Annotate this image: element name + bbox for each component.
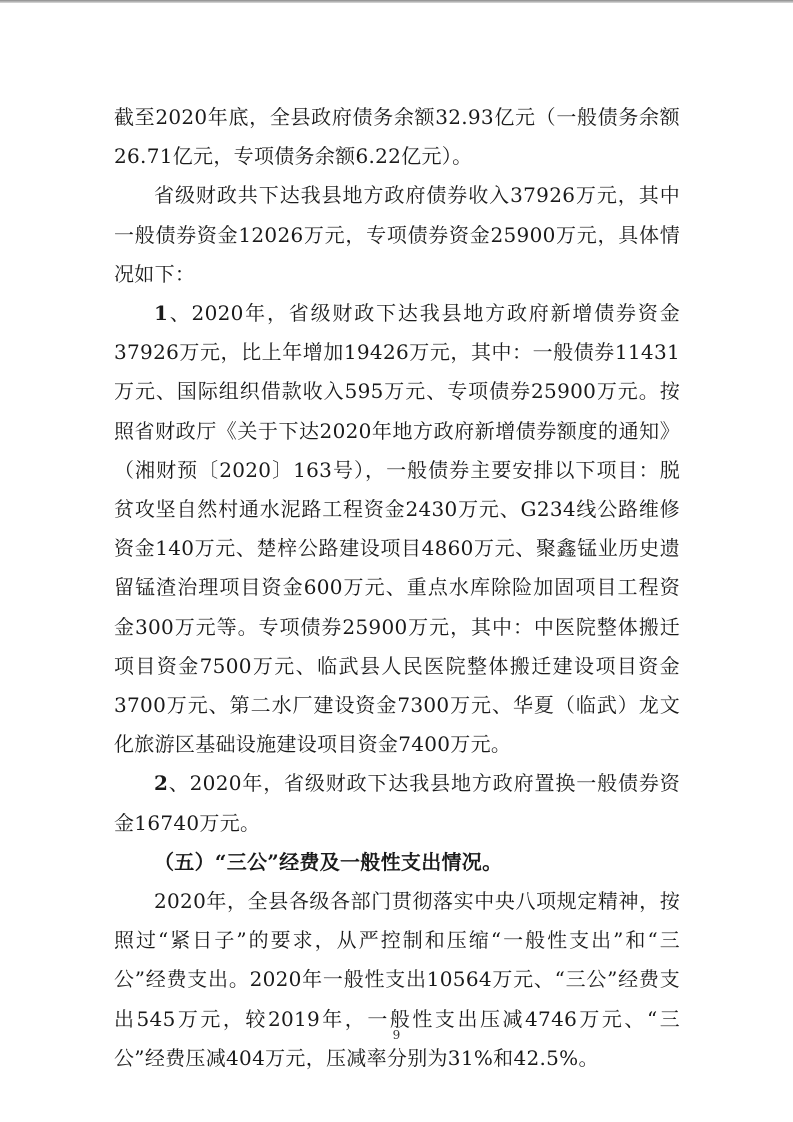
scan-top-edge [0,0,793,3]
paragraph-replacement-bonds [114,764,680,842]
item-number: 1 [154,301,169,326]
page-number: 9 [392,1028,401,1042]
paragraph-text: 、2020年，省级财政下达我县地方政府置换一般债券资金16740万元。 [114,771,680,835]
document-body [114,98,680,1078]
section-heading: （五）“三公”经费及一般性支出情况。 [154,849,503,874]
paragraph-bond-income: 省级财政共下达我县地方政府债券收入37926万元，其中一般债券资金12026万元，专项债券资金25900万元，具体情况如下： [114,183,680,286]
paragraph-three-public-expenses: 2020年，全县各级各部门贯彻落实中央八项规定精神，按照过“紧日子”的要求，从严控制和压缩“一般性支出”和“三公”经费支出。2020年一般性支出10564万元、“三公”经费支出545万元，较2019年，一般性支出压减4746万元、“三公”经费压减404万元，压减率分别为31%和42.5%。 [114,889,680,1070]
paragraph-debt-balance: 截至2020年底，全县政府债务余额32.93亿元（一般债务余额26.71亿元，专项债务余额6.22亿元）。 [114,105,680,169]
paragraph-new-bonds [114,294,680,764]
paragraph-text: 、2020年，省级财政下达我县地方政府新增债券资金37926万元，比上年增加19426万元，其中：一般债券11431万元、国际组织借款收入595万元、专项债券25900万元。按照省财政厅《关于下达2020年地方政府新增债券额度的通知》（湘财预〔2020〕163号），一般债券主要安排以下项目：脱贫攻坚自然村通水泥路工程资金2430万元、G234线公路维修资金140万元、楚梓公路建设项目4860万元、聚鑫锰业历史遗留锰渣治理项目资金600万元、重点水库除险加固项目工程资金300万元等。专项债券25900万元，其中：中医院整体搬迁项目资金7500万元、临武县人民医院整体搬迁建设项目资金3700万元、第二水厂建设资金7300万元、华夏（临武）龙文化旅游区基础设施建设项目资金7400万元。 [114,301,680,757]
item-number: 2 [154,771,169,796]
